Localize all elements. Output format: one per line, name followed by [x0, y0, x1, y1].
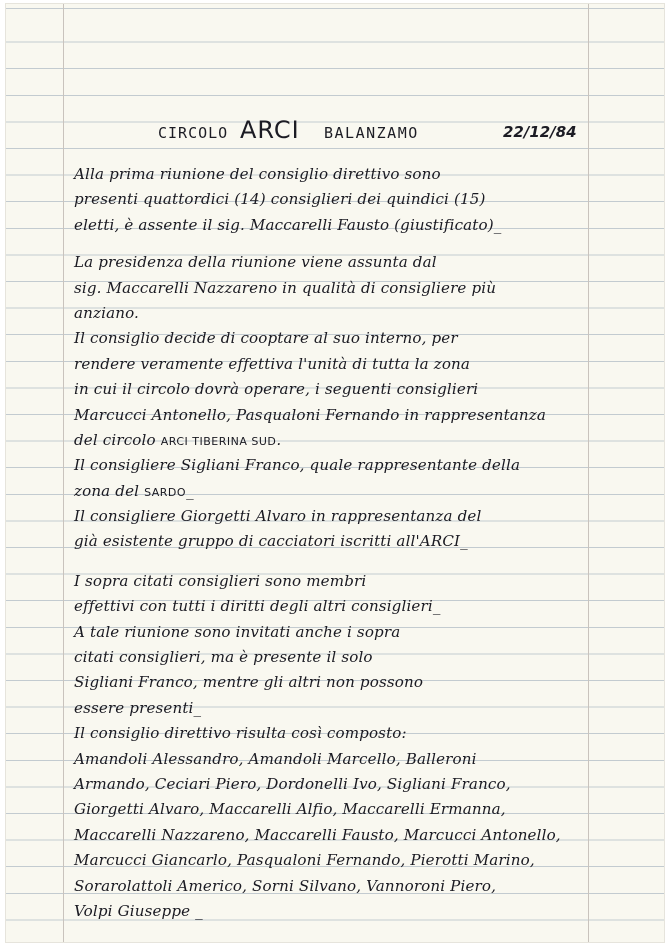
notebook-page — [6, 4, 664, 942]
text-line: Volpi Giuseppe _ — [74, 901, 203, 920]
line-segment: _ — [186, 481, 194, 500]
text-line: Sigliani Franco, mentre gli altri non possono — [74, 673, 424, 692]
line-segment: zona del — [74, 481, 140, 500]
text-line: Marcucci Antonello, Pasqualoni Fernando in rappresentanza — [74, 405, 547, 424]
text-line: Amandoli Alessandro, Amandoli Marcello, Balleroni — [74, 749, 477, 768]
text-line: effettivi con tutti i diritti degli altri consiglieri_ — [74, 597, 441, 616]
line-segment: . — [276, 430, 282, 449]
header-arci: ARCI — [240, 116, 300, 144]
text-line: Il consiglio decide di cooptare al suo interno, per — [74, 329, 458, 348]
text-line — [74, 428, 664, 453]
text-line: anziano. — [74, 303, 139, 322]
text-line: eletti, è assente il sig. Maccarelli Fausto (giustificato)_ — [74, 215, 502, 234]
line-segment: del circolo — [74, 430, 156, 449]
header-circolo: CIRCOLO — [158, 124, 229, 142]
text-line: Sorarolattoli Americo, Sorni Silvano, Vannoroni Piero, — [74, 876, 497, 895]
text-line: Marcucci Giancarlo, Pasqualoni Fernando, Pierotti Marino, — [74, 851, 535, 870]
text-line: essere presenti_ — [74, 698, 202, 717]
text-line: rendere veramente effettiva l'unità di tutta la zona — [74, 354, 471, 373]
text-line: Giorgetti Alvaro, Maccarelli Alfio, Maccarelli Ermanna, — [74, 800, 506, 819]
circolo-name: ARCI TIBERINA SUD — [160, 434, 277, 448]
text-line: presenti quattordici (14) consiglieri dei quindici (15) — [74, 190, 486, 209]
text-line: Il consigliere Sigliani Franco, quale rappresentante della — [74, 456, 521, 475]
zone-name: SARDO — [144, 485, 187, 499]
minutes-header — [6, 118, 664, 148]
text-line: in cui il circolo dovrà operare, i seguenti consiglieri — [74, 380, 479, 399]
text-line: Il consiglio direttivo risulta così composto: — [74, 724, 407, 743]
text-line: A tale riunione sono invitati anche i sopra — [74, 622, 401, 641]
text-line: Alla prima riunione del consiglio direttivo sono — [74, 165, 441, 183]
text-line — [74, 479, 664, 504]
text-line: sig. Maccarelli Nazzareno in qualità di consigliere più — [74, 278, 497, 297]
header-date: 22/12/84 — [503, 123, 577, 141]
text-line: Armando, Ceciari Piero, Dordonelli Ivo, Sigliani Franco, — [74, 774, 511, 793]
minutes-body — [74, 162, 664, 924]
text-line: già esistente gruppo di cacciatori iscritti all'ARCI_ — [74, 532, 468, 551]
header-place: BALANZAMO — [324, 124, 419, 142]
text-line: La presidenza della riunione viene assunta dal — [74, 253, 437, 272]
text-line: Maccarelli Nazzareno, Maccarelli Fausto, Marcucci Antonello, — [74, 825, 561, 844]
text-line: citati consiglieri, ma è presente il solo — [74, 648, 373, 667]
text-line: Il consigliere Giorgetti Alvaro in rappresentanza del — [74, 507, 482, 526]
text-line: I sopra citati consiglieri sono membri — [74, 571, 367, 590]
